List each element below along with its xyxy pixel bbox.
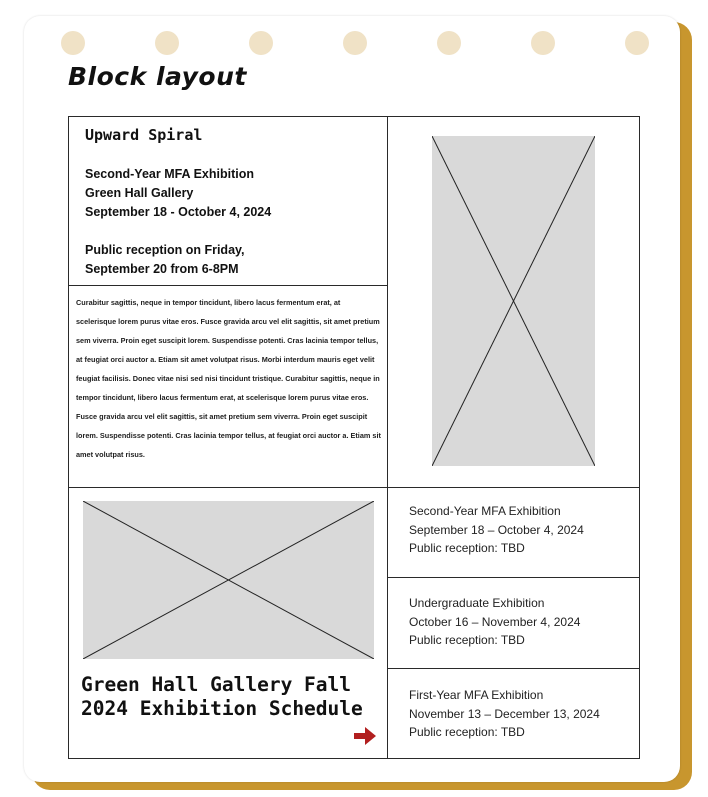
schedule-item (409, 686, 600, 742)
schedule-item-reception: Public reception: TBD (409, 541, 525, 555)
binder-hole (155, 31, 179, 55)
binder-hole (343, 31, 367, 55)
exhibition-venue: Green Hall Gallery (85, 186, 194, 200)
schedule-item-dates: November 13 – December 13, 2024 (409, 706, 600, 721)
schedule-item-dates: October 16 – November 4, 2024 (409, 614, 581, 629)
reception-line-1: Public reception on Friday, (85, 243, 245, 257)
binder-hole (531, 31, 555, 55)
image-placeholder (83, 501, 374, 659)
exhibition-details (85, 165, 271, 279)
grid-divider (69, 285, 387, 286)
exhibition-type: Second-Year MFA Exhibition (85, 167, 255, 181)
page-title: Block layout (68, 62, 247, 91)
schedule-item-name: Second-Year MFA Exhibition (409, 504, 561, 518)
block-layout-grid (68, 116, 640, 759)
exhibition-title: Upward Spiral (85, 126, 203, 144)
grid-divider (69, 487, 639, 488)
schedule-item-reception: Public reception: TBD (409, 725, 525, 739)
schedule-item-name: Undergraduate Exhibition (409, 596, 545, 610)
binder-hole (437, 31, 461, 55)
reception-line-2: September 20 from 6-8PM (85, 262, 239, 276)
schedule-item-name: First-Year MFA Exhibition (409, 688, 544, 702)
exhibition-description: Curabitur sagittis, neque in tempor tincidunt, libero lacus fermentum erat, at scelerisque lorem purus vitae eros. Fusce gravida arcu vel elit sagittis, sit amet pretium sem viverra. Proin eget suscipit lorem. Suspendisse potenti. Cras lacinia tempor tellus, at feugiat orci auctor a. Etiam sit amet volutpat risus. Morbi interdum mauris eget velit feugiat facilisis. Donec vitae nisi sed nisi tincidunt tristique. Curabitur sagittis, neque in tempor tincidunt, libero lacus fermentum erat, at scelerisque lorem purus vitae eros. Fusce gravida arcu vel elit sagittis, sit amet pretium sem viverra. Proin eget suscipit lorem. Suspendisse potenti. Cras lacinia tempor tellus, at feugiat orci auctor a. Etiam sit amet volutpat risus. (76, 298, 381, 459)
binder-hole (249, 31, 273, 55)
grid-divider (387, 668, 639, 669)
arrow-right-icon[interactable] (354, 727, 376, 745)
exhibition-dates: September 18 - October 4, 2024 (85, 205, 272, 219)
schedule-title: Green Hall Gallery Fall 2024 Exhibition Schedule (81, 673, 363, 720)
grid-divider (387, 577, 639, 578)
binder-hole (61, 31, 85, 55)
binder-hole (625, 31, 649, 55)
schedule-item (409, 502, 584, 558)
schedule-item (409, 594, 580, 650)
image-placeholder (432, 136, 595, 466)
schedule-item-dates: September 18 – October 4, 2024 (409, 522, 584, 537)
grid-divider (387, 117, 388, 758)
schedule-item-reception: Public reception: TBD (409, 633, 525, 647)
